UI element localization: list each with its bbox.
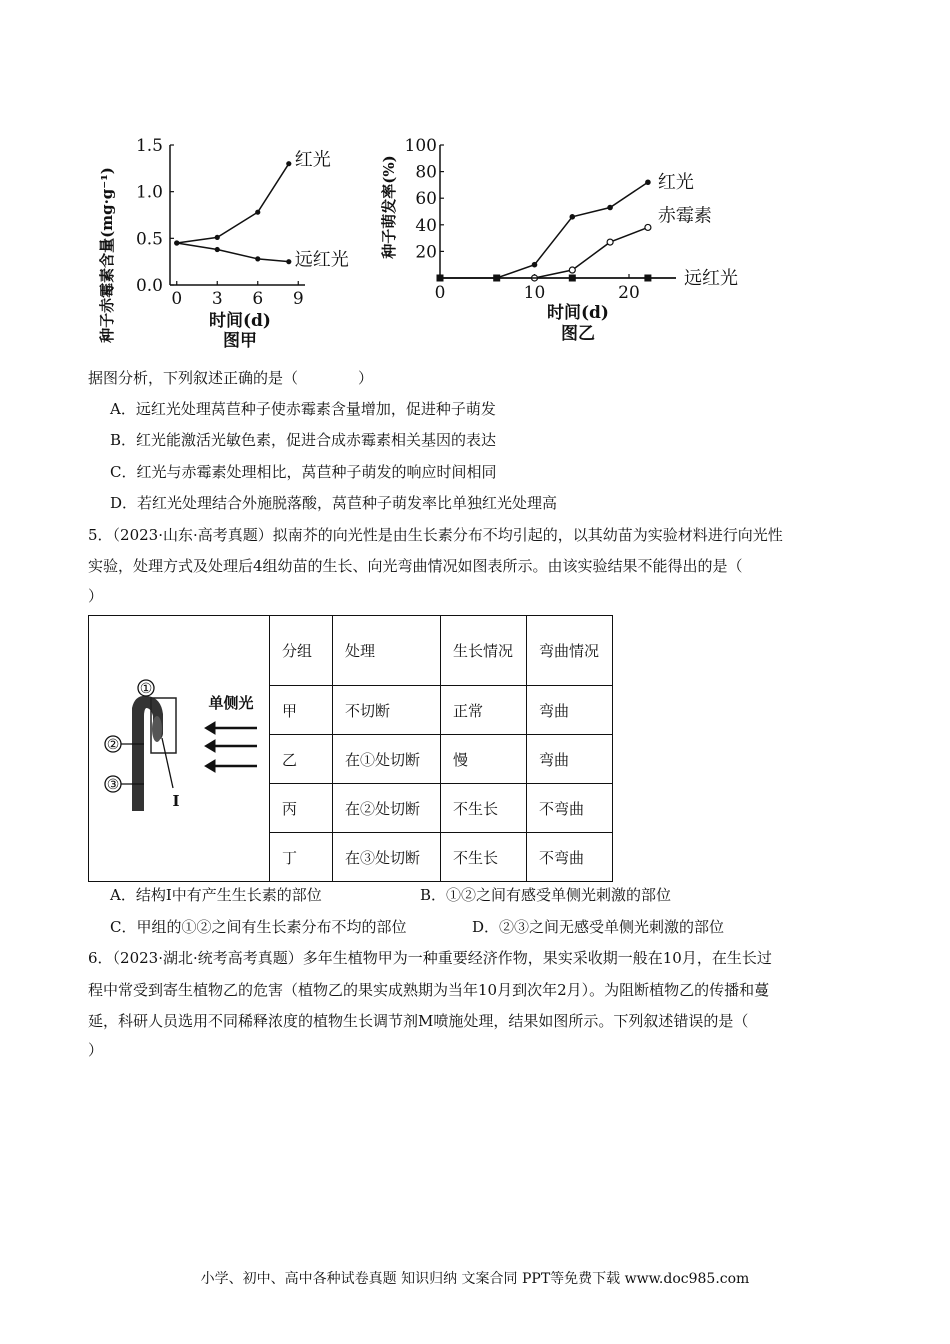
x-tick-label: 0 (171, 289, 183, 309)
q6-stem-line1: 6．（2023·湖北·统考高考真题）多年生植物甲为一种重要经济作物，果实采收期一般在10月，在生长过 (88, 949, 772, 967)
chart-jia-xlabel: 时间(d) (209, 311, 271, 331)
data-point (437, 275, 444, 282)
data-point (532, 262, 538, 268)
y-tick-label: 0.5 (135, 229, 163, 250)
x-tick-label: 3 (211, 289, 223, 309)
series-label: 赤霉素 (657, 205, 712, 227)
seedling-stem (132, 716, 144, 811)
x-tick-label: 10 (523, 283, 546, 303)
chart-jia (90, 125, 370, 360)
x-tick-label: 6 (252, 289, 264, 309)
table-cell: 在②处切断 (333, 784, 441, 833)
data-point (569, 275, 576, 282)
y-tick-label: 40 (415, 215, 437, 236)
table-cell: 弯曲 (527, 735, 613, 784)
marker-2: ② (106, 737, 120, 753)
x-tick-label: 9 (292, 289, 304, 309)
y-tick-label: 0.0 (135, 276, 163, 296)
q4-stem: 据图分析，下列叙述正确的是（ ） (88, 369, 374, 387)
data-point (286, 161, 291, 166)
chart-jia-ylabel: 种子赤霉素含量(mg·g⁻¹) (98, 167, 116, 343)
q4-option-c[interactable]: C．红光与赤霉素处理相比，莴苣种子萌发的响应时间相同 (110, 463, 497, 481)
structure-i-label: I (172, 792, 180, 810)
q5-stem-line3: ） (88, 587, 104, 605)
y-tick-label: 60 (415, 189, 437, 210)
data-point (607, 239, 613, 245)
chart-yi (378, 125, 758, 355)
q5-option-c[interactable]: C．甲组的①②之间有生长素分布不均的部位 (110, 918, 407, 936)
table-header-group: 分组 (270, 616, 333, 686)
data-point (255, 210, 260, 215)
series-line (177, 243, 289, 262)
table-cell: 丁 (270, 833, 333, 882)
q6-stem-line4: ） (88, 1041, 104, 1059)
series-label: 远红光 (294, 249, 349, 271)
data-point (644, 275, 651, 282)
table-cell: 不切断 (333, 686, 441, 735)
table-cell: 乙 (270, 735, 333, 784)
data-point (607, 205, 613, 211)
table-cell: 慢 (441, 735, 527, 784)
q5-stem-line2: 实验，处理方式及处理后4组幼苗的生长、向光弯曲情况如图表所示。由该实验结果不能得出的是（ (88, 557, 743, 575)
y-tick-label: 80 (415, 162, 437, 183)
q5-option-b[interactable]: B．①②之间有感受单侧光刺激的部位 (420, 886, 672, 904)
table-cell: 正常 (441, 686, 527, 735)
data-point (215, 235, 220, 240)
data-point (645, 224, 651, 230)
table-cell: 不生长 (441, 833, 527, 882)
q4-option-a[interactable]: A．远红光处理莴苣种子使赤霉素含量增加，促进种子萌发 (110, 400, 496, 418)
q5-option-d[interactable]: D．②③之间无感受单侧光刺激的部位 (472, 918, 725, 936)
data-point (174, 240, 179, 245)
data-point (286, 259, 291, 264)
table-cell: 不弯曲 (527, 784, 613, 833)
q4-option-b[interactable]: B．红光能激活光敏色素，促进合成赤霉素相关基因的表达 (110, 431, 497, 449)
data-point (493, 275, 500, 282)
seedling-figure (89, 616, 269, 881)
data-point (215, 247, 220, 252)
data-point (570, 214, 576, 220)
x-tick-label: 0 (434, 283, 446, 303)
cotyledon (152, 716, 162, 742)
series-label: 远红光 (684, 268, 738, 289)
chart-jia-title: 图甲 (223, 331, 257, 351)
light-arrow (205, 740, 257, 752)
y-tick-label: 20 (415, 242, 437, 263)
marker-1: ① (139, 681, 153, 697)
series-label: 红光 (294, 149, 331, 171)
chart-yi-title: 图乙 (561, 324, 595, 344)
data-point (255, 256, 260, 261)
marker-3: ③ (106, 777, 120, 793)
q5-option-a[interactable]: A．结构Ⅰ中有产生生长素的部位 (110, 886, 322, 904)
q5-stem-line1: 5．（2023·山东·高考真题）拟南芥的向光性是由生长素分布不均引起的，以其幼苗为实验材料进行向光性 (88, 526, 783, 544)
table-cell: 在③处切断 (333, 833, 441, 882)
series-line (177, 164, 289, 243)
series-line (440, 182, 648, 278)
y-tick-label: 1.0 (135, 182, 163, 203)
table-cell: 丙 (270, 784, 333, 833)
y-tick-label: 1.5 (135, 136, 163, 156)
series-label: 红光 (657, 172, 694, 194)
chart-yi-ylabel: 种子萌发率(%) (380, 155, 398, 259)
table-cell: 不生长 (441, 784, 527, 833)
table-cell: 在①处切断 (333, 735, 441, 784)
q6-stem-line3: 延，科研人员选用不同稀释浓度的植物生长调节剂M喷施处理，结果如图所示。下列叙述错误的是（ (88, 1012, 749, 1030)
q6-stem-line2: 程中常受到寄生植物乙的危害（植物乙的果实成熟期为当年10月到次年2月）。为阻断植物乙的传播和蔓 (88, 981, 770, 999)
q5-figure-table (88, 615, 613, 882)
data-point (645, 179, 651, 185)
light-label: 单侧光 (208, 694, 254, 712)
chart-yi-xlabel: 时间(d) (547, 303, 609, 323)
q4-option-d[interactable]: D．若红光处理结合外施脱落酸，莴苣种子萌发率比单独红光处理高 (110, 494, 558, 512)
table-cell: 不弯曲 (527, 833, 613, 882)
page-footer: 小学、初中、高中各种试卷真题 知识归纳 文案合同 PPT等免费下载 www.doc985.com (200, 1271, 750, 1287)
table-cell: 甲 (270, 686, 333, 735)
series-line (535, 227, 648, 278)
table-header-treatment: 处理 (333, 616, 441, 686)
seedling-figure-cell (89, 616, 270, 882)
table-header-growth: 生长情况 (441, 616, 527, 686)
x-tick-label: 20 (618, 283, 640, 303)
structure-i-pointer (162, 738, 173, 788)
light-arrow (205, 722, 257, 734)
light-arrow (205, 760, 257, 772)
table-cell: 弯曲 (527, 686, 613, 735)
y-tick-label: 100 (404, 136, 437, 156)
table-header-bending: 弯曲情况 (527, 616, 613, 686)
data-point (569, 267, 575, 273)
